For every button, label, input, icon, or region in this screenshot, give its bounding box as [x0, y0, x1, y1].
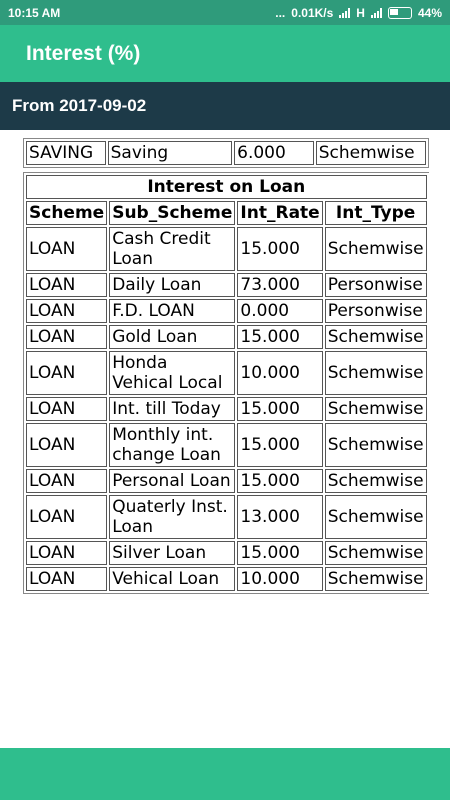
sub-scheme-cell: Gold Loan — [109, 325, 235, 349]
table-row — [26, 227, 427, 271]
int-rate-cell: 15.000 — [237, 541, 322, 565]
int-rate-cell: 15.000 — [237, 469, 322, 493]
int-type-cell: Schemwise — [325, 541, 427, 565]
sub-scheme-cell: Saving — [108, 141, 233, 165]
scheme-cell: LOAN — [26, 423, 107, 467]
network-type: H — [356, 6, 365, 20]
scheme-cell: LOAN — [26, 469, 107, 493]
scheme-cell: LOAN — [26, 541, 107, 565]
date-bar — [0, 82, 450, 130]
table-row — [26, 567, 427, 591]
status-time: 10:15 AM — [8, 6, 61, 20]
battery-level: 44% — [417, 6, 442, 20]
col-header: Int_Rate — [237, 201, 322, 225]
scheme-cell: LOAN — [26, 495, 107, 539]
col-header: Sub_Scheme — [109, 201, 235, 225]
table-row — [26, 273, 427, 297]
more-icon: ... — [275, 6, 286, 20]
sub-scheme-cell: Quaterly Inst. Loan — [109, 495, 235, 539]
header-row — [26, 201, 427, 225]
int-type-cell: Schemwise — [325, 495, 427, 539]
int-rate-cell: 15.000 — [237, 325, 322, 349]
int-rate-cell: 13.000 — [237, 495, 322, 539]
table-row — [26, 469, 427, 493]
status-right — [275, 6, 442, 20]
network-speed: 0.01K/s — [291, 6, 334, 20]
sub-scheme-cell: Monthly int. change Loan — [109, 423, 235, 467]
int-type-cell: Schemwise — [325, 567, 427, 591]
scheme-cell: LOAN — [26, 299, 107, 323]
signal-icon — [339, 8, 350, 18]
int-type-cell: Schemwise — [325, 397, 427, 421]
scheme-cell: LOAN — [26, 351, 107, 395]
signal-icon — [371, 8, 382, 18]
col-header: Int_Type — [325, 201, 427, 225]
sub-scheme-cell: Personal Loan — [109, 469, 235, 493]
int-type-cell: Schemwise — [325, 351, 427, 395]
int-type-cell: Schemwise — [316, 141, 426, 165]
int-rate-cell: 73.000 — [237, 273, 322, 297]
int-rate-cell: 15.000 — [237, 423, 322, 467]
int-rate-cell: 10.000 — [237, 351, 322, 395]
int-type-cell: Schemwise — [325, 423, 427, 467]
bottom-bar — [0, 748, 450, 800]
scheme-cell: LOAN — [26, 325, 107, 349]
interest-table — [23, 138, 429, 168]
sub-scheme-cell: F.D. LOAN — [109, 299, 235, 323]
table-row — [26, 299, 427, 323]
table-row — [26, 495, 427, 539]
sub-scheme-cell: Vehical Loan — [109, 567, 235, 591]
loan-table — [23, 172, 429, 594]
scheme-cell: LOAN — [26, 273, 107, 297]
sub-scheme-cell: Daily Loan — [109, 273, 235, 297]
table-row — [26, 423, 427, 467]
int-rate-cell: 0.000 — [237, 299, 322, 323]
int-type-cell: Schemwise — [325, 325, 427, 349]
table-row — [26, 541, 427, 565]
int-type-cell: Schemwise — [325, 469, 427, 493]
table-row — [26, 351, 427, 395]
int-rate-cell: 15.000 — [237, 397, 322, 421]
sub-scheme-cell: Cash Credit Loan — [109, 227, 235, 271]
col-header: Scheme — [26, 201, 107, 225]
interest-content[interactable] — [23, 130, 429, 724]
from-date: From 2017-09-02 — [12, 96, 147, 115]
battery-icon — [388, 7, 412, 19]
status-bar — [0, 0, 450, 25]
sub-scheme-cell: Honda Vehical Local — [109, 351, 235, 395]
table-row — [26, 397, 427, 421]
scheme-cell: LOAN — [26, 397, 107, 421]
table-row — [26, 325, 427, 349]
sub-scheme-cell: Int. till Today — [109, 397, 235, 421]
sub-scheme-cell: Silver Loan — [109, 541, 235, 565]
scheme-cell: SAVING — [26, 141, 106, 165]
page-title: Interest (%) — [26, 42, 141, 65]
int-type-cell: Personwise — [325, 299, 427, 323]
scheme-cell: LOAN — [26, 567, 107, 591]
app-bar — [0, 25, 450, 82]
int-rate-cell: 10.000 — [237, 567, 322, 591]
saving-row — [26, 141, 426, 165]
scheme-cell: LOAN — [26, 227, 107, 271]
int-rate-cell: 15.000 — [237, 227, 322, 271]
int-type-cell: Schemwise — [325, 227, 427, 271]
int-type-cell: Personwise — [325, 273, 427, 297]
table-caption: Interest on Loan — [26, 175, 427, 199]
int-rate-cell: 6.000 — [234, 141, 314, 165]
